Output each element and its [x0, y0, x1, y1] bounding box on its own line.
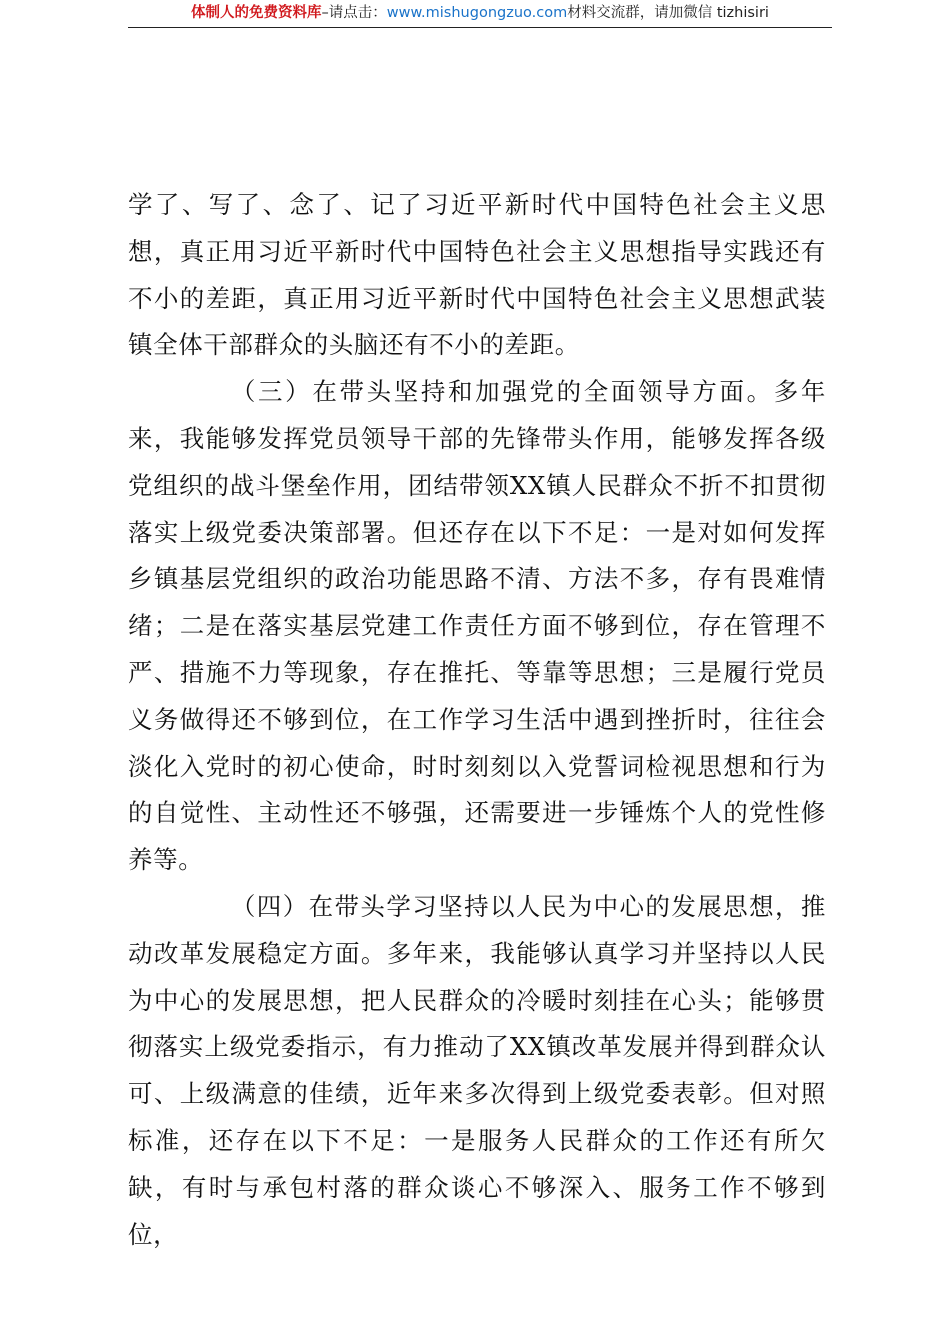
- paragraph-continuation: 学了、写了、念了、记了习近平新时代中国特色社会主义思想，真正用习近平新时代中国特色社会主义思想指导实践还有不小的差距，真正用习近平新时代中国特色社会主义思想武装镇全体干部群众的头脑还有不小的差距。: [128, 190, 826, 360]
- document-body: [128, 182, 826, 1258]
- header-click-prompt: –请点击：: [321, 5, 387, 21]
- page-header: [128, 0, 832, 28]
- paragraph-section-four: （四）在带头学习坚持以人民为中心的发展思想，推动改革发展稳定方面。多年来，我能够认真学习并坚持以人民为中心的发展思想，把人民群众的冷暖时刻挂在心头；能够贯彻落实上级党委指示，有力推动了XX镇改革发展并得到群众认可、上级满意的佳绩，近年来多次得到上级党委表彰。但对照标准，还存在以下不足：一是服务人民群众的工作还有所欠缺，有时与承包村落的群众谈心不够深入、服务工作不够到位，: [128, 891, 826, 1249]
- header-brand: 体制人的免费资料库: [191, 5, 322, 21]
- paragraph-section-three: （三）在带头坚持和加强党的全面领导方面。多年来，我能够发挥党员领导干部的先锋带头作用，能够发挥各级党组织的战斗堡垒作用，团结带领XX镇人民群众不折不扣贯彻落实上级党委决策部署。但还存在以下不足：一是对如何发挥乡镇基层党组织的政治功能思路不清、方法不多，存有畏难情绪；二是在落实基层党建工作责任方面不够到位，存在管理不严、措施不力等现象，存在推托、等靠等思想；三是履行党员义务做得还不够到位，在工作学习生活中遇到挫折时，往往会淡化入党时的初心使命，时时刻刻以入党誓词检视思想和行为的自觉性、主动性还不够强，还需要进一步锤炼个人的党性修养等。: [128, 377, 826, 875]
- header-group-note: 材料交流群，请加微信 tizhisiri: [567, 5, 769, 21]
- header-website-link[interactable]: www.mishugongzuo.com: [386, 5, 568, 21]
